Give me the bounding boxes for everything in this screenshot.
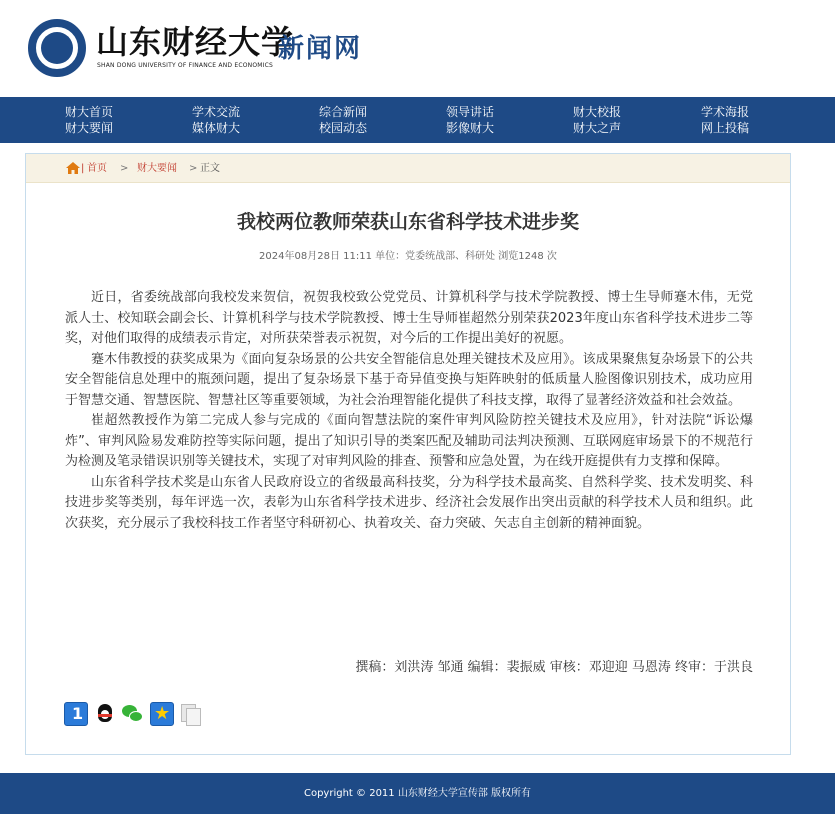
- breadcrumb-current: 正文: [200, 163, 220, 174]
- site-name[interactable]: 新闻网: [278, 34, 363, 64]
- article-container: [25, 153, 791, 755]
- breadcrumb-separator: >: [189, 163, 198, 174]
- nav-link-voice[interactable]: 财大之声: [572, 121, 621, 135]
- nav-link-speeches[interactable]: 领导讲话: [445, 105, 494, 119]
- qq-icon[interactable]: [93, 702, 117, 726]
- nav-link-general[interactable]: 综合新闻: [318, 105, 367, 119]
- nav-column-6: [685, 104, 765, 136]
- nav-link-submit[interactable]: 网上投稿: [700, 121, 749, 135]
- nav-column-1: [49, 104, 129, 136]
- article-paragraph: 蹇木伟教授的获奖成果为《面向复杂场景的公共安全智能信息处理关键技术及应用》。该成果聚焦复杂场景下的公共安全智能信息处理中的瓶颈问题，提出了复杂场景下基于奇异值变换与矩阵映射的低质量人脸图像识别技术，成功应用于智慧交通、智慧医院、智慧社区等重要领域，为社会治理智能化提供了科技支撑，取得了显著经济效益和社会效益。: [65, 351, 753, 408]
- article-title: 我校两位教师荣获山东省科学技术进步奖: [236, 211, 579, 233]
- article-meta: 2024年08月28日 11:11 单位：党委统战部、科研处 浏览1248 次: [259, 251, 557, 262]
- breadcrumb-separator: >: [120, 163, 129, 174]
- nav-link-media[interactable]: 媒体财大: [191, 121, 240, 135]
- home-icon[interactable]: [66, 162, 80, 174]
- nav-link-academic[interactable]: 学术交流: [191, 105, 240, 119]
- qzone-icon[interactable]: [150, 702, 174, 726]
- article-paragraph: 山东省科学技术奖是山东省人民政府设立的省级最高科技奖，分为科学技术最高奖、自然科学奖、技术发明奖、科技进步奖等类别，每年评选一次，表彰为山东省科学技术进步、经济社会发展作出突出贡献的科学技术人员和组织。此次获奖，充分展示了我校科技工作者坚守科研初心、执着攻关、奋力突破、矢志自主创新的精神面貌。: [65, 474, 753, 531]
- nav-column-4: [430, 104, 510, 136]
- breadcrumb-section-link[interactable]: 财大要闻: [137, 163, 177, 174]
- site-footer: [0, 773, 835, 814]
- article-paragraph: 崔超然教授作为第二完成人参与完成的《面向智慧法院的案件审判风险防控关键技术及应用》，针对法院“诉讼爆炸”、审判风险易发难防控等实际问题，提出了知识引导的类案匹配及辅助司法判决预测、互联网庭审场景下的不规范行为检测及笔录错误识别等关键技术，实现了对审判风险的排查、预警和应急处置，为在线开庭提供有力支撑和保障。: [65, 413, 753, 469]
- breadcrumb-home-link[interactable]: 首页: [87, 163, 107, 174]
- nav-link-images[interactable]: 影像财大: [445, 121, 494, 135]
- nav-column-2: [176, 104, 256, 136]
- nav-link-newspaper[interactable]: 财大校报: [572, 105, 621, 119]
- article-body: [65, 288, 753, 534]
- breadcrumb: [26, 154, 790, 183]
- share-1-icon[interactable]: [64, 702, 88, 726]
- nav-link-news[interactable]: 财大要闻: [64, 121, 113, 135]
- nav-link-campus[interactable]: 校园动态: [318, 121, 367, 135]
- wechat-icon[interactable]: [121, 702, 145, 726]
- article-paragraph: 近日，省委统战部向我校发来贺信，祝贺我校致公党党员、计算机科学与技术学院教授、博士生导师蹇木伟，无党派人士、校知联会副会长、计算机科学与技术学院教授、博士生导师崔超然分别荣获2023年度山东省科学技术进步二等奖，对他们取得的成绩表示肯定，对所获荣誉表示祝贺，对今后的工作提出美好的祝愿。: [65, 290, 753, 346]
- site-header: [0, 0, 835, 97]
- article-byline: 撰稿：刘洪涛 邹通 编辑：裴振威 审核：邓迎迎 马恩涛 终审：于洪良: [355, 660, 753, 675]
- university-english-name: SHAN DONG UNIVERSITY OF FINANCE AND ECONOMICS: [97, 62, 273, 69]
- nav-column-3: [303, 104, 383, 136]
- university-seal-icon[interactable]: [28, 19, 86, 77]
- nav-column-5: [557, 104, 637, 136]
- main-nav: [0, 97, 835, 143]
- nav-link-home[interactable]: 财大首页: [64, 105, 113, 119]
- breadcrumb-divider: |: [81, 163, 85, 174]
- nav-link-posters[interactable]: 学术海报: [700, 105, 749, 119]
- copyright-text: Copyright © 2011 山东财经大学宣传部 版权所有: [303, 788, 532, 799]
- university-name-logo[interactable]: 山东财经大学: [96, 23, 295, 61]
- copy-icon[interactable]: [179, 702, 203, 726]
